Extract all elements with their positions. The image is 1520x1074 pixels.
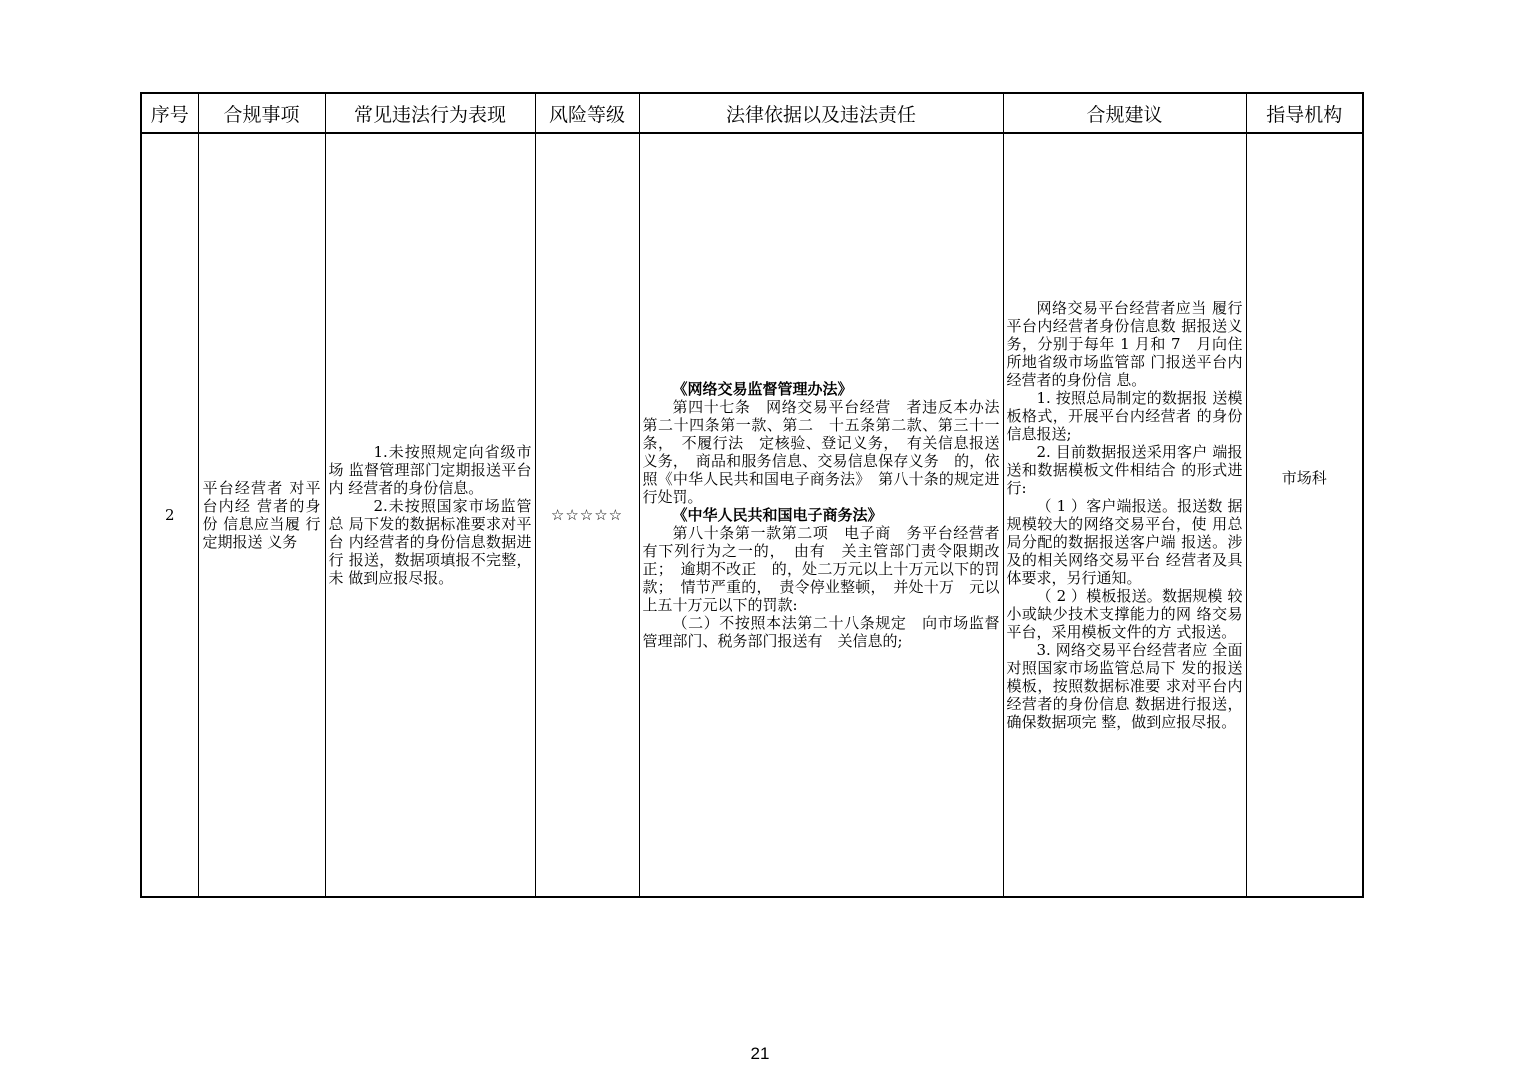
item-text: 平台经营者 对平台内经 营者的身份 信息应当履 行定期报送 义务	[202, 479, 321, 551]
advice-2: 1. 按照总局制定的数据报 送模板格式，开展平台内经营者 的身份信息报送;	[1006, 389, 1243, 443]
header-seq: 序号	[141, 93, 198, 133]
law-title-1: 《网络交易监督管理办法》	[672, 380, 853, 398]
advice-4: （ 1 ）客户端报送。报送数 据规模较大的网络交易平台，使 用总局分配的数据报送客户端 报送。涉及的相关网络交易平台 经营者及具体要求，另行通知。	[1006, 497, 1243, 587]
law-title-2: 《中华人民共和国电子商务法》	[672, 506, 883, 524]
header-row	[141, 93, 1363, 133]
header-advice: 合规建议	[1003, 93, 1246, 133]
header-org: 指导机构	[1246, 93, 1363, 133]
advice-3: 2. 目前数据报送采用客户 端报送和数据模板文件相结合 的形式进行:	[1006, 443, 1243, 497]
cell-advice	[1003, 133, 1246, 897]
compliance-table	[140, 92, 1364, 898]
cell-risk-stars: ☆☆☆☆☆	[535, 133, 639, 897]
law-text-1: 第四十七条 网络交易平台经营 者违反本办法第二十四条第一款、第二 十五条第二款、第三十一条， 不履行法 定核验、登记义务， 有关信息报送义务， 商品和服务信息、交易信息保存义务 的，依照《中华人民共和国电子商务法》 第八十条的规定进行处罚。	[642, 398, 1000, 506]
advice-1: 网络交易平台经营者应当 履行平台内经营者身份信息数 据报送义务，分别于每年 1 月和 7 月向住所地省级市场监管部 门报送平台内经营者的身份信 息。	[1006, 299, 1243, 389]
behavior-2: 2.未按照国家市场监管总 局下发的数据标准要求对平台 内经营者的身份信息数据进行 报送，数据项填报不完整，未 做到应报尽报。	[328, 497, 532, 587]
advice-5: （ 2 ）模板报送。数据规模 较小或缺少技术支撑能力的网 络交易平台，采用模板文件的方 式报送。	[1006, 587, 1243, 641]
page-number: 21	[750, 1044, 770, 1063]
header-law: 法律依据以及违法责任	[639, 93, 1003, 133]
table-row	[141, 133, 1363, 897]
behavior-1: 1.未按照规定向省级市场 监督管理部门定期报送平台内 经营者的身份信息。	[328, 443, 532, 497]
cell-law	[639, 133, 1003, 897]
law-text-3: （二）不按照本法第二十八条规定 向市场监督管理部门、税务部门报送有 关信息的;	[642, 614, 1000, 650]
law-text-2: 第八十条第一款第二项 电子商 务平台经营者有下列行为之一的， 由有 关主管部门责令限期改正； 逾期不改正 的，处二万元以上十万元以下的罚款； 情节严重的， 责令停业整顿， 并处十万 元以上五十万元以下的罚款:	[642, 524, 1000, 614]
cell-behavior	[325, 133, 535, 897]
cell-org	[1246, 133, 1363, 897]
header-behavior: 常见违法行为表现	[325, 93, 535, 133]
header-risk: 风险等级	[535, 93, 639, 133]
header-item: 合规事项	[198, 93, 325, 133]
advice-6: 3. 网络交易平台经营者应 全面对照国家市场监管总局下 发的报送模板，按照数据标准要 求对平台内经营者的身份信息 数据进行报送，确保数据项完 整，做到应报尽报。	[1006, 641, 1243, 731]
org-text: 市场科	[1281, 469, 1327, 487]
cell-item	[198, 133, 325, 897]
cell-seq: 2	[141, 133, 198, 897]
